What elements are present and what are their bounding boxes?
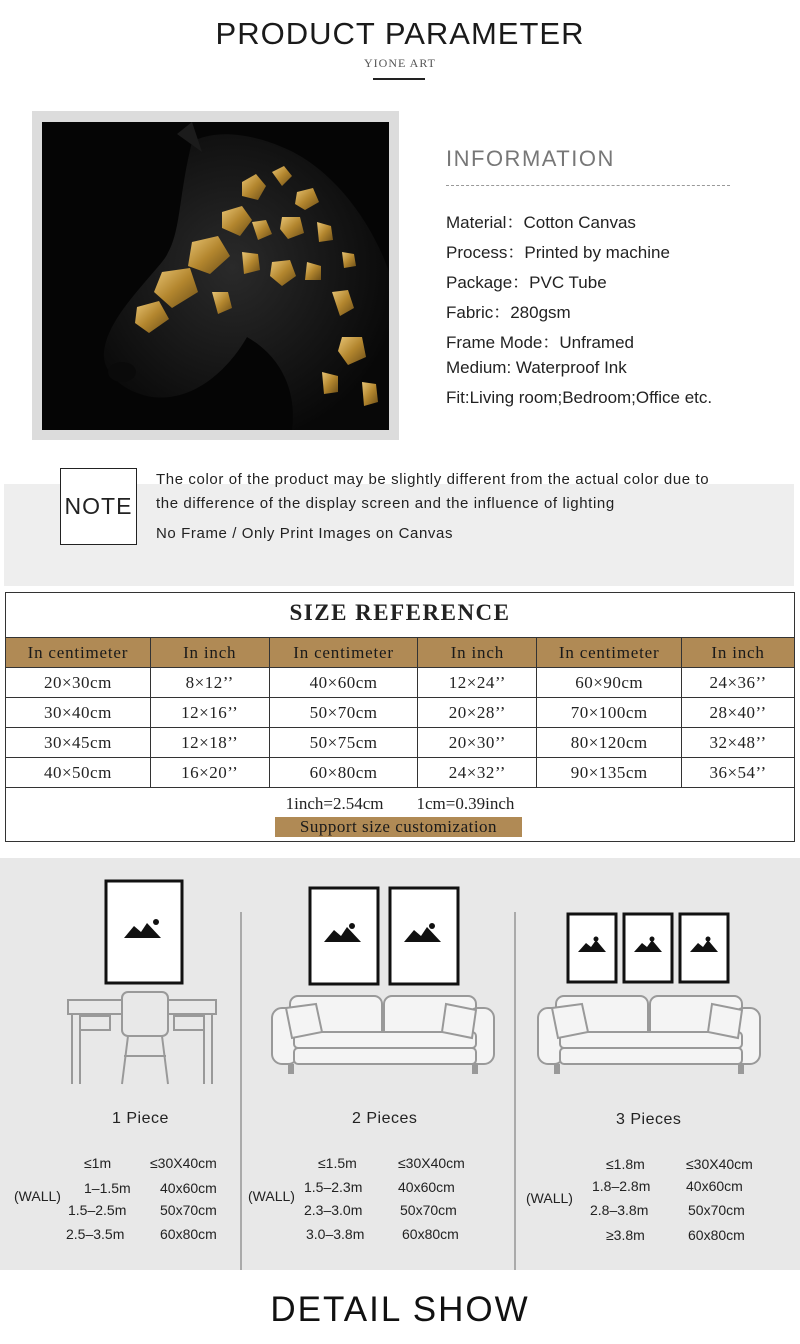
note-label: NOTE — [60, 468, 137, 545]
table-cell: 12×16’’ — [150, 698, 269, 728]
title-underline — [373, 78, 425, 80]
info-medium: Medium: Waterproof Ink — [446, 358, 627, 377]
table-cell: 60×90cm — [537, 668, 682, 698]
panel-divider — [514, 912, 516, 1270]
table-row — [6, 728, 795, 758]
wall-width: ≤1m — [84, 1155, 112, 1171]
table-cell: 60×80cm — [269, 758, 418, 788]
wall-width: 2.5–3.5m — [66, 1226, 125, 1242]
wall-width: 2.3–3.0m — [304, 1202, 363, 1218]
col-header: In centimeter — [6, 638, 151, 668]
frame-size: 50x70cm — [160, 1202, 217, 1218]
table-cell: 40×50cm — [6, 758, 151, 788]
two-pieces-label: 2 Pieces — [352, 1110, 418, 1127]
col-header: In centimeter — [269, 638, 418, 668]
frame-size: 50x70cm — [400, 1202, 457, 1218]
wall-width: 1.8–2.8m — [592, 1178, 651, 1194]
table-cell: 28×40’’ — [682, 698, 795, 728]
wall-label: (WALL) — [248, 1188, 295, 1204]
table-cell: 24×36’’ — [682, 668, 795, 698]
table-cell: 30×40cm — [6, 698, 151, 728]
table-cell: 20×28’’ — [418, 698, 537, 728]
wall-label: (WALL) — [526, 1190, 573, 1206]
customization-badge: Support size customization — [275, 817, 522, 837]
size-reference-title: SIZE REFERENCE — [289, 600, 511, 625]
brand-subtitle: YIONE ART — [364, 56, 436, 70]
frame-size: 40x60cm — [160, 1180, 217, 1196]
frame-size: 50x70cm — [688, 1202, 745, 1218]
note-line-3: No Frame / Only Print Images on Canvas — [156, 525, 454, 542]
table-cell: 32×48’’ — [682, 728, 795, 758]
wall-width: ≤1.5m — [318, 1155, 357, 1171]
info-fabric: Fabric：280gsm — [446, 303, 571, 322]
info-process: Process：Printed by machine — [446, 243, 670, 262]
sofa-with-three-frames-icon — [534, 906, 764, 1086]
info-material: Material：Cotton Canvas — [446, 213, 636, 232]
table-cell: 12×24’’ — [418, 668, 537, 698]
two-piece-illustration — [268, 884, 498, 1084]
table-row — [6, 758, 795, 788]
frame-size: ≤30X40cm — [398, 1155, 465, 1171]
table-cell: 80×120cm — [537, 728, 682, 758]
sofa-with-two-frames-icon — [268, 884, 498, 1084]
table-cell: 50×75cm — [269, 728, 418, 758]
table-cell: 20×30’’ — [418, 728, 537, 758]
unit-conversion: 1inch=2.54cm 1cm=0.39inch — [285, 794, 515, 813]
product-image — [42, 122, 389, 430]
size-table-header — [6, 638, 795, 668]
wall-width: ≤1.8m — [606, 1156, 645, 1172]
table-cell: 20×30cm — [6, 668, 151, 698]
frame-size: ≤30X40cm — [686, 1156, 753, 1172]
size-table — [5, 637, 795, 788]
note-line-2: the difference of the display screen and the influence of lighting — [156, 495, 615, 512]
col-header: In inch — [150, 638, 269, 668]
gold-leaf-horse-icon — [42, 122, 389, 430]
wall-width: 3.0–3.8m — [306, 1226, 365, 1242]
frame-size: 60x80cm — [402, 1226, 459, 1242]
frame-size: 60x80cm — [160, 1226, 217, 1242]
table-cell: 50×70cm — [269, 698, 418, 728]
note-line-1: The color of the product may be slightly different from the actual color due to — [156, 471, 710, 488]
table-cell: 16×20’’ — [150, 758, 269, 788]
table-cell: 30×45cm — [6, 728, 151, 758]
table-cell: 24×32’’ — [418, 758, 537, 788]
table-cell: 8×12’’ — [150, 668, 269, 698]
three-piece-illustration — [534, 906, 764, 1086]
frame-size: 40x60cm — [398, 1179, 455, 1195]
info-divider — [446, 185, 730, 186]
info-frame-mode: Frame Mode：Unframed — [446, 333, 635, 352]
info-fit: Fit:Living room;Bedroom;Office etc. — [446, 388, 713, 407]
wall-width: 1.5–2.5m — [68, 1202, 127, 1218]
frame-size: 40x60cm — [686, 1178, 743, 1194]
table-cell: 70×100cm — [537, 698, 682, 728]
page-title: PRODUCT PARAMETER — [215, 16, 585, 51]
table-row — [6, 668, 795, 698]
wall-width: 1.5–2.3m — [304, 1179, 363, 1195]
info-package: Package：PVC Tube — [446, 273, 607, 292]
table-cell: 40×60cm — [269, 668, 418, 698]
desk-with-frame-icon — [60, 876, 230, 1086]
three-pieces-label: 3 Pieces — [616, 1111, 682, 1128]
frame-size: ≤30X40cm — [150, 1155, 217, 1171]
wall-width: 1–1.5m — [84, 1180, 131, 1196]
one-piece-label: 1 Piece — [112, 1110, 169, 1127]
frame-size: 60x80cm — [688, 1227, 745, 1243]
detail-show-title: DETAIL SHOW — [270, 1290, 530, 1329]
col-header: In centimeter — [537, 638, 682, 668]
wall-width: ≥3.8m — [606, 1227, 645, 1243]
table-row — [6, 698, 795, 728]
wall-width: 2.8–3.8m — [590, 1202, 649, 1218]
wall-label: (WALL) — [14, 1188, 61, 1204]
table-cell: 90×135cm — [537, 758, 682, 788]
table-cell: 12×18’’ — [150, 728, 269, 758]
col-header: In inch — [682, 638, 795, 668]
panel-divider — [240, 912, 242, 1270]
table-cell: 36×54’’ — [682, 758, 795, 788]
info-heading: INFORMATION — [446, 146, 615, 171]
one-piece-illustration — [60, 876, 230, 1086]
col-header: In inch — [418, 638, 537, 668]
